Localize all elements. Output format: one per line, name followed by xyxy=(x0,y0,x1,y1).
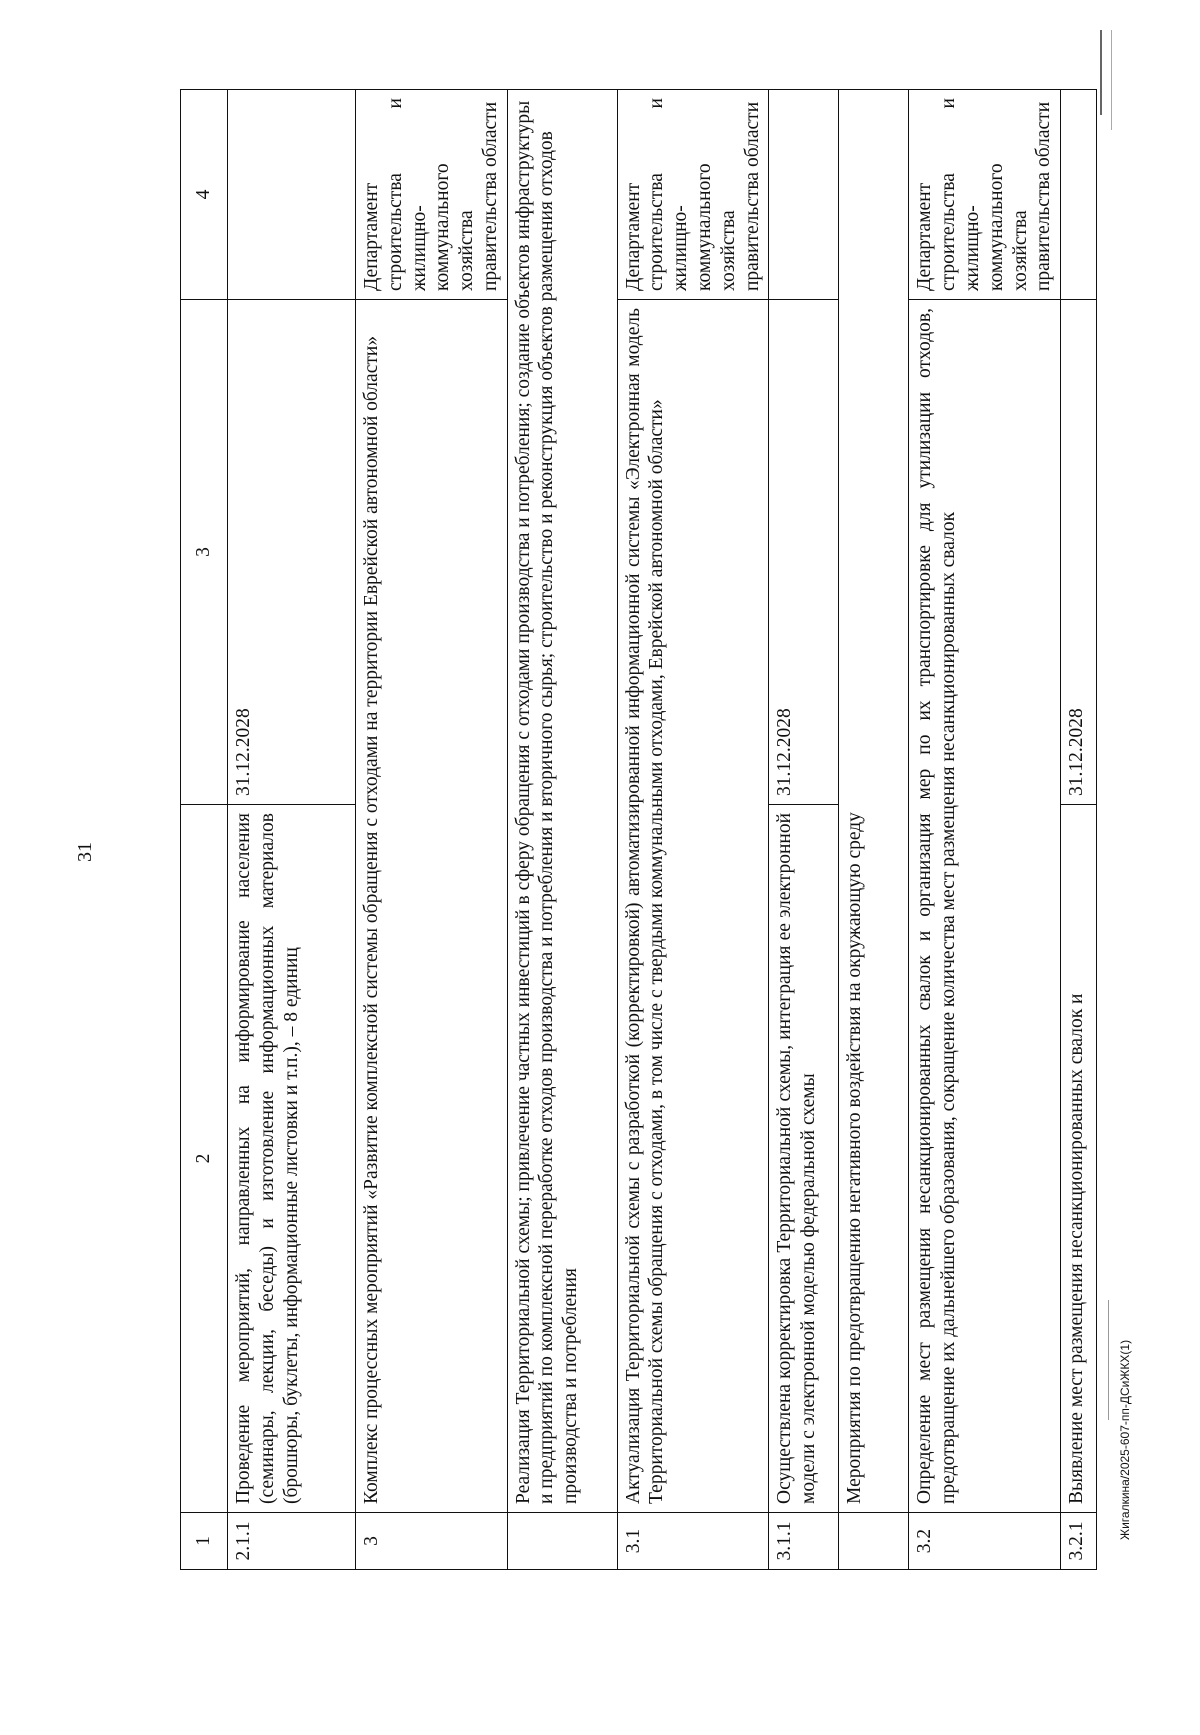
row-number xyxy=(507,1513,617,1570)
row-dept: Департамент строительства и жилищно-коммунального хозяйства правительства области xyxy=(356,90,508,300)
scan-artifact xyxy=(1108,1300,1109,1420)
plan-table xyxy=(180,89,1097,1570)
row-dept: Департамент строительства и жилищно-коммунального хозяйства правительства области xyxy=(909,90,1061,300)
rotated-page xyxy=(180,90,1100,1570)
row-number xyxy=(839,1513,909,1570)
row-text: Комплекс процессных мероприятий «Развитие комплексной системы обращения с отходами на территории Еврейской автономной области» xyxy=(356,300,508,1513)
row-text: Осуществлена корректировка Территориальной схемы, интеграция ее электронной модели с электронной моделью федеральной схемы xyxy=(769,805,839,1513)
table-row xyxy=(228,90,356,1570)
table-row xyxy=(769,90,839,1570)
row-dept: Департамент строительства и жилищно-коммунального хозяйства правительства области xyxy=(617,90,769,300)
document-code: Жигалкина/2025-607-пп-ДСиЖКХ(1) xyxy=(1118,1339,1132,1540)
row-text: Определение мест размещения несанкционированных свалок и организация мер по их транспортировке для утилизации отходов, предотвращение их дальнейшего образования, сокращение количества мест размещения несанкционированных свалок xyxy=(909,300,1061,1513)
row-number: 2.1.1 xyxy=(228,1513,356,1570)
row-number: 3.1 xyxy=(617,1513,769,1570)
row-number: 3.2 xyxy=(909,1513,1061,1570)
row-text: Проведение мероприятий, направленных на информирование населения (семинары, лекции, беседы) и изготовление информационных материалов (брошюры, буклеты, информационные листовки и т.п.), – 8 единиц xyxy=(228,805,356,1513)
table-row xyxy=(617,90,769,1570)
row-text: Актуализация Территориальной схемы с разработкой (корректировкой) автоматизированной информационной системы «Электронная модель Территориальной схемы обращения с отходами, в том числе с твердыми коммунальными отходами, Еврейской автономной области» xyxy=(617,300,769,1513)
scan-artifact xyxy=(1100,30,1102,115)
table-row xyxy=(507,90,617,1570)
scan-artifact xyxy=(1111,30,1112,130)
row-text: Мероприятия по предотвращению негативного воздействия на окружающую среду xyxy=(839,90,909,1513)
table-row xyxy=(1061,90,1097,1570)
header-cell: 1 xyxy=(181,1513,228,1570)
row-date: 31.12.2028 xyxy=(769,300,839,805)
row-text: Реализация Территориальной схемы; привлечение частных инвестиций в сферу обращения с отходами производства и потребления; создание объектов инфраструктуры и предприятий по комплексной переработке отходов производства и потребления и вторичного сырья; строительство и реконструкция объектов размещения отходов производства и потребления xyxy=(507,90,617,1513)
table-row xyxy=(356,90,508,1570)
row-dept xyxy=(228,90,356,300)
row-number: 3 xyxy=(356,1513,508,1570)
table-header-row xyxy=(181,90,228,1570)
header-cell: 3 xyxy=(181,300,228,805)
header-cell: 4 xyxy=(181,90,228,300)
row-number: 3.2.1 xyxy=(1061,1513,1097,1570)
page-number: 31 xyxy=(74,842,96,862)
table-row xyxy=(839,90,909,1570)
row-number: 3.1.1 xyxy=(769,1513,839,1570)
header-cell: 2 xyxy=(181,805,228,1513)
row-dept xyxy=(1061,90,1097,300)
row-dept xyxy=(769,90,839,300)
table-row xyxy=(909,90,1061,1570)
row-date: 31.12.2028 xyxy=(1061,300,1097,805)
row-date: 31.12.2028 xyxy=(228,300,356,805)
row-text: Выявление мест размещения несанкционированных свалок и xyxy=(1061,805,1097,1513)
